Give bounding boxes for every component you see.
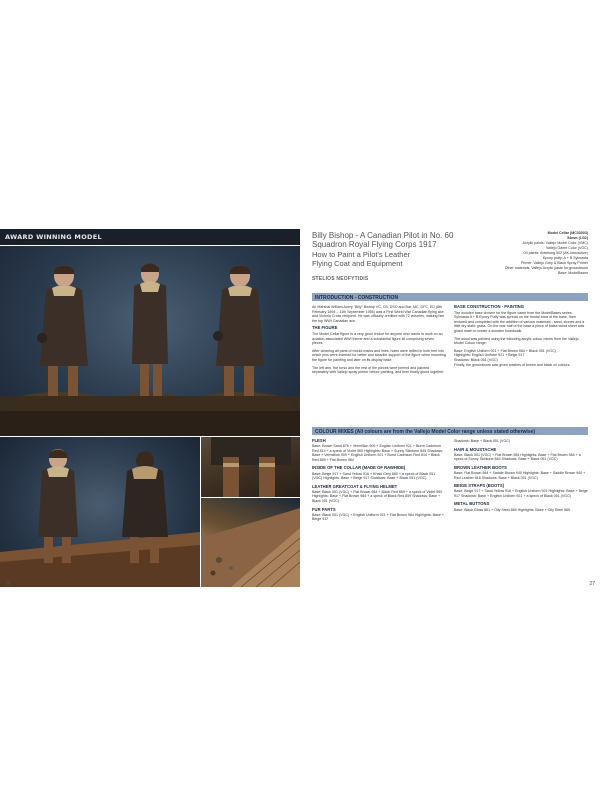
base-detail-illustration bbox=[201, 498, 300, 587]
colour-mix-item bbox=[454, 502, 588, 512]
photo-figure-front-back bbox=[0, 437, 200, 587]
colour-mix-item bbox=[312, 439, 446, 462]
subheading-base: BASE CONSTRUCTION - PAINTING bbox=[454, 304, 524, 309]
colour-mix-heading: FUR PARTS bbox=[312, 506, 336, 512]
base-paragraph: The wooden base chosen for the figure came from the ModelBases series. Sylmasta A + B Epoxy Putty was spread on the frontal area of the base, then textured and completed with the addition of various materials - sand, stones and a little dry static grass. On the rear half of the base a piece of balsa wood sheet was glued down to create a wooden boardwalk. bbox=[454, 310, 585, 333]
colour-mix-item bbox=[454, 448, 588, 462]
colour-mix-text: Base: Flat Brown 984 + Saddle Brown 940 Highlights: Base + Saddle Brown 940 + Red Leather 818 Shadows: Base + Black 051 (VGC) bbox=[454, 470, 586, 480]
figure-paragraph: The left arm, the torso and the rest of the pieces were primed and painted separately with Vallejo spray primer before painting, and then finally glued together. bbox=[312, 365, 445, 375]
figure-three-views-illustration bbox=[0, 246, 300, 436]
spec-line: Model Cellar (MC33003) bbox=[547, 231, 588, 235]
intro-paragraph: Air Marshal William Avery "Billy" Bishop VC, CB, DSO and Bar, MC, DFC, ED (8th February 1894 – 11th September 1956) was a First World War Canadian flying ace and Victoria Cross recipient. He was officially credited with 72 victories, making him the top WWI Canadian ace. bbox=[312, 305, 445, 323]
base-line: Finally, the groundwork was given washes of brown and black oil colours. bbox=[454, 362, 571, 367]
magazine-spread bbox=[0, 229, 600, 587]
colour-mix-item bbox=[454, 484, 588, 498]
figure-paragraph: After cleaning all parts of mould marks and lines, holes were drilled in both feet into which pins were inserted for better and steadier support of the figure when mounting the figure for painting and later on its display base. bbox=[312, 348, 446, 362]
base-line: Shadows: Black 051 (VGC) bbox=[454, 357, 498, 362]
page-number-left: 26 bbox=[5, 581, 11, 587]
section-header-label: AWARD WINNING MODEL bbox=[5, 233, 102, 241]
left-page bbox=[0, 229, 300, 587]
subheading-figure: THE FIGURE bbox=[312, 325, 338, 331]
colour-mix-text: Base: Black Gloss 861 + Oily Steel 865 Highlights: Base + Oily Steel 865 bbox=[454, 507, 571, 512]
colour-mix-text: Base: Black 051 (VGC) + Flat Brown 984 Highlights: Base + Flat Brown 984 + a speck of Sunny Skintone 845 Shadows: Base + Black 051 (VGC) bbox=[454, 452, 581, 462]
base-paragraph: The wood was painted using the following acrylic colour mixes from the Vallejo Model Colour range: bbox=[454, 336, 579, 346]
right-page bbox=[300, 229, 600, 587]
section-bar-colour-mixes bbox=[312, 427, 588, 435]
spec-line: Acrylic paints: Vallejo Model Color (VMC) bbox=[522, 241, 588, 245]
section-bar-label: INTRODUCTION - CONSTRUCTION bbox=[315, 294, 399, 301]
colour-mix-text: Base: Beige 917 + Sand Yellow 916 + Khaki Grey 880 + a speck of Black 051 (VGC) Highlights: Base + Beige 917 Shadows: Base + Black 051 (VGC) bbox=[312, 471, 436, 481]
colour-mix-heading: INSIDE OF THE COLLAR (MADE OF RAWHIDE) bbox=[312, 465, 406, 471]
intro-column-right bbox=[454, 305, 588, 367]
article-title-line2: Squadron Royal Flying Corps 1917 bbox=[312, 240, 437, 249]
spec-line: 54mm (1/32) bbox=[567, 236, 588, 240]
page-number-right: 27 bbox=[589, 581, 595, 587]
colour-mix-text: Shadows: Base + Black 051 (VGC) bbox=[454, 439, 511, 443]
colour-mixes-right bbox=[454, 439, 588, 516]
author-name: STELIOS NEOFYTIDIS bbox=[312, 276, 369, 282]
photo-figure-three-views bbox=[0, 246, 300, 436]
spec-line: Base: ModelBases bbox=[558, 271, 588, 275]
spec-line: Oil paints: Abteilung 502 (AK-Interactive) bbox=[523, 251, 588, 255]
photo-detail-base bbox=[201, 498, 300, 587]
section-bar-introduction bbox=[312, 293, 588, 301]
colour-mix-heading: BROWN LEATHER BOOTS bbox=[454, 464, 507, 470]
colour-mix-heading: LEATHER GREATCOAT & FLYING HELMET bbox=[312, 483, 398, 489]
spec-line: Epoxy putty: A + B Sylmasta bbox=[542, 256, 588, 260]
colour-mix-item bbox=[454, 466, 588, 480]
section-header bbox=[0, 229, 300, 245]
colour-mix-heading: METAL BUTTONS bbox=[454, 501, 490, 507]
intro-column-left bbox=[312, 305, 446, 378]
base-line: Base: English Uniform 921 + Flat Brown 984 + Black 051 (VGC) bbox=[454, 348, 556, 353]
spec-line: Vallejo Game Color (VGC) bbox=[545, 246, 588, 250]
base-line: Highlights: English Uniform 921 + Beige 917 bbox=[454, 353, 525, 358]
article-title-line1: Billy Bishop - A Canadian Pilot in No. 60 bbox=[312, 231, 454, 240]
article-title-block bbox=[312, 231, 492, 268]
article-subtitle-line2: Flying Coat and Equipment bbox=[312, 259, 403, 268]
figure-paragraph: The Model Cellar figure is a very good choice for anyone who wants to work on an aviation-associated WWI theme and a substantial figure kit comprising seven pieces. bbox=[312, 331, 443, 346]
article-subtitle-line1: How to Paint a Pilot's Leather bbox=[312, 250, 411, 259]
spec-line: Other materials: Vallejo Acrylic paste for groundwork bbox=[504, 266, 588, 270]
colour-mix-heading: FLESH bbox=[312, 438, 326, 443]
materials-specs bbox=[468, 231, 588, 276]
colour-mixes-left bbox=[312, 439, 446, 526]
colour-mix-text: Base: Beige 917 + Sand Yellow 916 + English Uniform 921 Highlights: Base + Beige 917 Shadows: Base + English Uniform 921 + a speck of Black 051 (VGC) bbox=[454, 489, 588, 498]
colour-mix-text: Base: Black 051 (VGC) + Flat Brown 984 + Black Red 859 + a speck of Violet 960 Highlights: Base + Flat Brown 984 + a speck of Black Red 859 Shadows: Base + Black 051 (VGC) bbox=[312, 489, 443, 504]
colour-mix-item bbox=[454, 439, 588, 444]
colour-mix-item bbox=[312, 466, 446, 480]
colour-mix-heading: BEIGE STRAPS (BOOTS) bbox=[454, 483, 505, 489]
colour-mix-text: Base: Brown Sand 876 + Vermillion 909 + English Uniform 921 + Burnt Cadmium Red 814 + a speck of Violet 960 Highlights: Base + Sunny Skintone 845 Shadows: Base + Vermillion 909 + English Uniform 921 + Burnt Cadmium Red 814 + Black Red 859 + Flat Brown 984 bbox=[312, 444, 443, 462]
colour-mix-item bbox=[312, 508, 446, 522]
colour-mix-heading: HAIR & MOUSTACHE bbox=[454, 446, 497, 452]
photo-detail-boots bbox=[201, 437, 300, 497]
boots-detail-illustration bbox=[201, 437, 300, 497]
colour-mix-item bbox=[312, 485, 446, 504]
section-bar-label: COLOUR MIXES (All colours are from the Vallejo Model Color range unless stated otherwise) bbox=[315, 428, 536, 435]
spec-line: Primer: Vallejo Grey & Black Spray Primer bbox=[520, 261, 588, 265]
figure-front-back-illustration bbox=[0, 437, 200, 587]
colour-mix-text: Base: Black 051 (VGC) + English Uniform 921 + Flat Brown 984 Highlights: Base + Beige 917 bbox=[312, 512, 444, 522]
